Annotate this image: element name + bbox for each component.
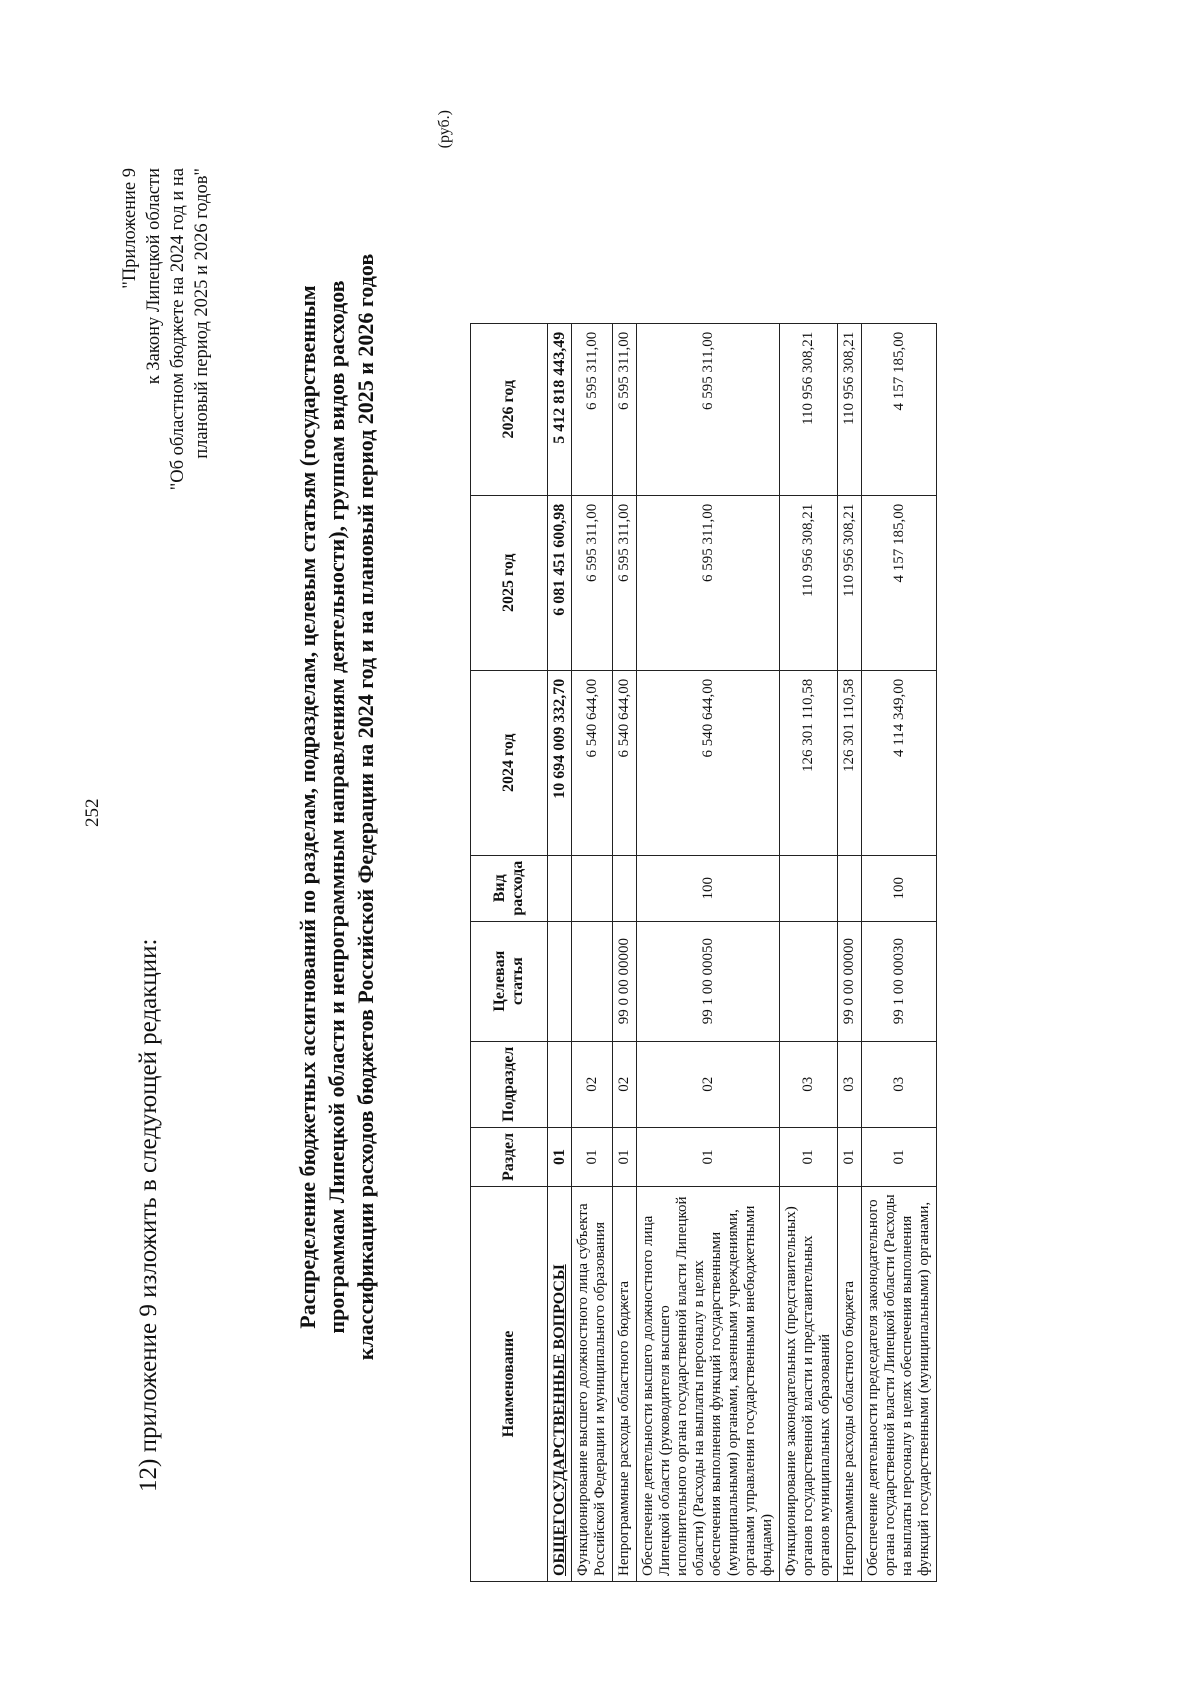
- title-line: программам Липецкой области и непрограммным направлениям деятельности), группам видов расходов: [324, 280, 349, 1334]
- page-number: 252: [82, 798, 103, 827]
- row-section: 01: [780, 1127, 838, 1186]
- row-2024: 4 114 349,00: [862, 670, 937, 855]
- row-name: Функционирование законодательных (представительных) органов государственной власти и представительных органов муниципальных образований: [780, 1187, 838, 1582]
- currency-units: (руб.): [436, 110, 453, 149]
- appendix-reference: [118, 168, 214, 728]
- row-section: 01: [637, 1127, 780, 1186]
- row-2024: 126 301 110,58: [780, 670, 838, 855]
- header-2026: 2026 год: [471, 323, 548, 495]
- row-2024: 6 540 644,00: [613, 670, 637, 855]
- header-section: Раздел: [471, 1127, 548, 1186]
- row-section: 01: [862, 1127, 937, 1186]
- row-section: 01: [548, 1127, 572, 1186]
- row-2026: 6 595 311,00: [572, 323, 613, 495]
- row-expense-type: [838, 855, 862, 921]
- row-subsection: 02: [637, 1041, 780, 1127]
- header-2025: 2025 год: [471, 495, 548, 670]
- appendix-line: плановый период 2025 и 2026 годов": [192, 168, 212, 459]
- row-name: Функционирование высшего должностного лица субъекта Российской Федерации и муниципального образования: [572, 1187, 613, 1582]
- row-target: 99 0 00 00000: [838, 921, 862, 1041]
- row-2026: 5 412 818 443,49: [548, 323, 572, 495]
- header-2024: 2024 год: [471, 670, 548, 855]
- row-subsection: 02: [613, 1041, 637, 1127]
- document-title: [293, 97, 380, 1517]
- row-2024: 10 694 009 332,70: [548, 670, 572, 855]
- row-2026: 110 956 308,21: [780, 323, 838, 495]
- header-subsection: Подраздел: [471, 1041, 548, 1127]
- row-2025: 6 595 311,00: [572, 495, 613, 670]
- title-line: Распределение бюджетных ассигнований по разделам, подразделам, целевым статьям (государственным: [295, 285, 320, 1329]
- row-2024: 126 301 110,58: [838, 670, 862, 855]
- row-2025: 6 595 311,00: [613, 495, 637, 670]
- row-2025: 110 956 308,21: [838, 495, 862, 670]
- table-row: [613, 323, 637, 1581]
- table-row: [572, 323, 613, 1581]
- row-2026: 6 595 311,00: [613, 323, 637, 495]
- row-2025: 6 595 311,00: [637, 495, 780, 670]
- row-expense-type: [548, 855, 572, 921]
- row-name: Обеспечение деятельности высшего должностного лица Липецкой области (руководителя высшего исполнительного органа государственной власти Липецкой области) (Расходы на выплаты персоналу в целях обеспечения выполнения функций государственными (муниципальными) органами, казенными учреждениями, органами управления государственными внебюджетными фондами): [637, 1187, 780, 1582]
- row-subsection: 03: [862, 1041, 937, 1127]
- row-2026: 110 956 308,21: [838, 323, 862, 495]
- row-2025: 4 157 185,00: [862, 495, 937, 670]
- row-target: 99 0 00 00000: [613, 921, 637, 1041]
- row-target: [572, 921, 613, 1041]
- row-expense-type: 100: [637, 855, 780, 921]
- row-name: Непрограммные расходы областного бюджета: [838, 1187, 862, 1582]
- appendix-line: "Об областном бюджете на 2024 год и на: [168, 168, 188, 491]
- row-subsection: [548, 1041, 572, 1127]
- row-2026: 6 595 311,00: [637, 323, 780, 495]
- budget-table: [470, 323, 937, 1582]
- row-name: ОБЩЕГОСУДАРСТВЕННЫЕ ВОПРОСЫ: [548, 1187, 572, 1582]
- row-expense-type: [613, 855, 637, 921]
- row-subsection: 03: [838, 1041, 862, 1127]
- row-expense-type: [780, 855, 838, 921]
- row-2024: 6 540 644,00: [572, 670, 613, 855]
- header-expense-type: Вид расхода: [471, 855, 548, 921]
- row-section: 01: [613, 1127, 637, 1186]
- row-subsection: 02: [572, 1041, 613, 1127]
- header-target: Целевая статья: [471, 921, 548, 1041]
- row-target: 99 1 00 00050: [637, 921, 780, 1041]
- amendment-line: 12) приложение 9 изложить в следующей редакции:: [135, 938, 162, 1492]
- table-row: [780, 323, 838, 1581]
- row-section: 01: [572, 1127, 613, 1186]
- row-name: Обеспечение деятельности председателя законодательного органа государственной власти Липецкой области (Расходы на выплаты персоналу в целях обеспечения выполнения функций государственными (муниципальными) органами,: [862, 1187, 937, 1582]
- row-2025: 110 956 308,21: [780, 495, 838, 670]
- table-row: [862, 323, 937, 1581]
- row-section: 01: [838, 1127, 862, 1186]
- table-row: [637, 323, 780, 1581]
- row-2024: 6 540 644,00: [637, 670, 780, 855]
- table-header-row: [471, 323, 548, 1581]
- table-row: [548, 323, 572, 1581]
- row-2025: 6 081 451 600,98: [548, 495, 572, 670]
- row-name: Непрограммные расходы областного бюджета: [613, 1187, 637, 1582]
- appendix-line: к Закону Липецкой области: [144, 168, 164, 385]
- row-subsection: 03: [780, 1041, 838, 1127]
- row-2026: 4 157 185,00: [862, 323, 937, 495]
- row-target: [780, 921, 838, 1041]
- row-expense-type: 100: [862, 855, 937, 921]
- row-target: [548, 921, 572, 1041]
- row-expense-type: [572, 855, 613, 921]
- appendix-line: "Приложение 9: [120, 168, 140, 289]
- title-line: классификации расходов бюджетов Российской Федерации на 2024 год и на плановый период 2025 и 2026 годов: [353, 253, 378, 1361]
- row-target: 99 1 00 00030: [862, 921, 937, 1041]
- table-row: [838, 323, 862, 1581]
- header-name: Наименование: [471, 1187, 548, 1582]
